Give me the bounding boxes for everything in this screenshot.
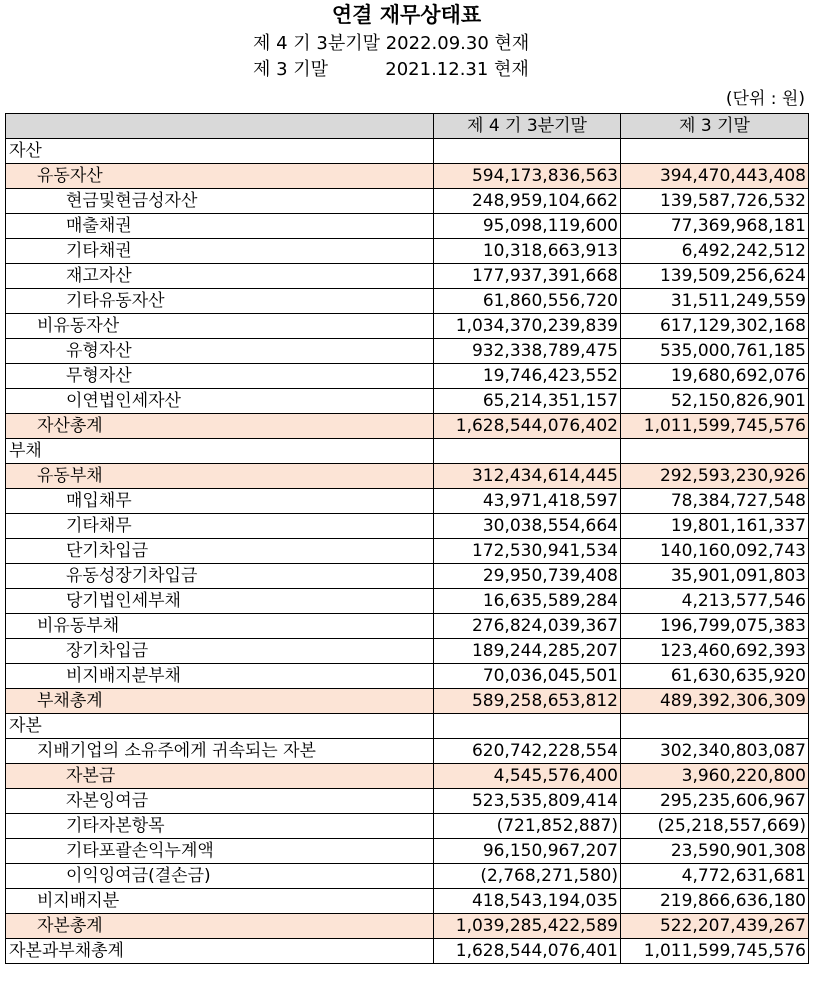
value-prior: 77,369,968,181 xyxy=(621,214,809,239)
value-current: 1,628,544,076,401 xyxy=(434,939,621,964)
value-current: 65,214,351,157 xyxy=(434,389,621,414)
table-row xyxy=(6,539,809,564)
table-row xyxy=(6,189,809,214)
row-label: 부채총계 xyxy=(6,689,434,714)
row-label: 무형자산 xyxy=(6,364,434,389)
value-current: 16,635,589,284 xyxy=(434,589,621,614)
row-label: 자산총계 xyxy=(6,414,434,439)
table-row xyxy=(6,364,809,389)
table-row xyxy=(6,514,809,539)
row-label: 기타채무 xyxy=(6,514,434,539)
table-row xyxy=(6,814,809,839)
value-prior: 19,680,692,076 xyxy=(621,364,809,389)
value-prior xyxy=(621,714,809,739)
table-row xyxy=(6,939,809,964)
table-row xyxy=(6,564,809,589)
value-current: (2,768,271,580) xyxy=(434,864,621,889)
value-current: 418,543,194,035 xyxy=(434,889,621,914)
value-prior: 4,213,577,546 xyxy=(621,589,809,614)
value-prior: 52,150,826,901 xyxy=(621,389,809,414)
value-current: 70,036,045,501 xyxy=(434,664,621,689)
value-prior: 3,960,220,800 xyxy=(621,764,809,789)
unit-label: (단위 : 원) xyxy=(725,89,805,109)
value-current: 1,039,285,422,589 xyxy=(434,914,621,939)
page-title: 연결 재무상태표 xyxy=(331,3,482,27)
value-prior: 61,630,635,920 xyxy=(621,664,809,689)
column-header-current: 제 4 기 3분기말 xyxy=(434,114,621,139)
value-current: 10,318,663,913 xyxy=(434,239,621,264)
row-label: 재고자산 xyxy=(6,264,434,289)
row-label: 매출채권 xyxy=(6,214,434,239)
value-prior xyxy=(621,139,809,164)
value-current: 29,950,739,408 xyxy=(434,564,621,589)
value-current: 620,742,228,554 xyxy=(434,739,621,764)
value-prior: 140,160,092,743 xyxy=(621,539,809,564)
row-label: 기타유동자산 xyxy=(6,289,434,314)
value-current: 19,746,423,552 xyxy=(434,364,621,389)
value-prior xyxy=(621,439,809,464)
row-label: 자본과부채총계 xyxy=(6,939,434,964)
value-current: 30,038,554,664 xyxy=(434,514,621,539)
table-row xyxy=(6,764,809,789)
value-prior: 78,384,727,548 xyxy=(621,489,809,514)
value-current: 312,434,614,445 xyxy=(434,464,621,489)
value-current: 4,545,576,400 xyxy=(434,764,621,789)
value-current: 96,150,967,207 xyxy=(434,839,621,864)
table-row xyxy=(6,864,809,889)
table-row xyxy=(6,714,809,739)
table-row xyxy=(6,889,809,914)
table-row xyxy=(6,139,809,164)
value-prior: 35,901,091,803 xyxy=(621,564,809,589)
row-label: 비유동부채 xyxy=(6,614,434,639)
value-prior: 1,011,599,745,576 xyxy=(621,414,809,439)
value-current: 95,098,119,600 xyxy=(434,214,621,239)
table-row xyxy=(6,614,809,639)
value-prior: 4,772,631,681 xyxy=(621,864,809,889)
value-current: (721,852,887) xyxy=(434,814,621,839)
value-prior: 1,011,599,745,576 xyxy=(621,939,809,964)
row-label: 기타채권 xyxy=(6,239,434,264)
value-current xyxy=(434,139,621,164)
value-prior: 19,801,161,337 xyxy=(621,514,809,539)
row-label: 단기차입금 xyxy=(6,539,434,564)
value-prior: (25,218,557,669) xyxy=(621,814,809,839)
table-row xyxy=(6,639,809,664)
table-header-row xyxy=(6,114,809,139)
value-current: 589,258,653,812 xyxy=(434,689,621,714)
value-prior: 292,593,230,926 xyxy=(621,464,809,489)
value-current: 523,535,809,414 xyxy=(434,789,621,814)
table-row xyxy=(6,289,809,314)
value-current xyxy=(434,439,621,464)
balance-sheet-table xyxy=(5,113,809,964)
row-label: 당기법인세부채 xyxy=(6,589,434,614)
row-label: 비지배지분 xyxy=(6,889,434,914)
row-label: 부채 xyxy=(6,439,434,464)
row-label: 자본 xyxy=(6,714,434,739)
value-current: 172,530,941,534 xyxy=(434,539,621,564)
table-row xyxy=(6,914,809,939)
table-row xyxy=(6,214,809,239)
row-label: 자본총계 xyxy=(6,914,434,939)
value-current: 61,860,556,720 xyxy=(434,289,621,314)
row-label: 유형자산 xyxy=(6,339,434,364)
row-label: 유동부채 xyxy=(6,464,434,489)
table-row xyxy=(6,414,809,439)
value-prior: 295,235,606,967 xyxy=(621,789,809,814)
period-current: 제 4 기 3분기말 2022.09.30 현재 xyxy=(253,33,530,54)
value-current: 1,628,544,076,402 xyxy=(434,414,621,439)
value-prior: 139,509,256,624 xyxy=(621,264,809,289)
row-label: 기타포괄손익누계액 xyxy=(6,839,434,864)
table-row xyxy=(6,339,809,364)
row-label: 유동자산 xyxy=(6,164,434,189)
row-label: 자산 xyxy=(6,139,434,164)
value-prior: 489,392,306,309 xyxy=(621,689,809,714)
period-prior: 제 3 기말 2021.12.31 현재 xyxy=(253,59,529,80)
value-prior: 23,590,901,308 xyxy=(621,839,809,864)
table-row xyxy=(6,264,809,289)
value-current: 276,824,039,367 xyxy=(434,614,621,639)
row-label: 이연법인세자산 xyxy=(6,389,434,414)
row-label: 유동성장기차입금 xyxy=(6,564,434,589)
table-row xyxy=(6,689,809,714)
table-row xyxy=(6,664,809,689)
value-prior: 139,587,726,532 xyxy=(621,189,809,214)
value-current: 43,971,418,597 xyxy=(434,489,621,514)
table-row xyxy=(6,839,809,864)
value-prior: 394,470,443,408 xyxy=(621,164,809,189)
row-label: 자본금 xyxy=(6,764,434,789)
value-prior: 302,340,803,087 xyxy=(621,739,809,764)
table-row xyxy=(6,439,809,464)
row-label: 매입채무 xyxy=(6,489,434,514)
column-header-prior: 제 3 기말 xyxy=(621,114,809,139)
value-current xyxy=(434,714,621,739)
table-body xyxy=(6,139,809,964)
value-current: 1,034,370,239,839 xyxy=(434,314,621,339)
table-row xyxy=(6,489,809,514)
row-label: 현금및현금성자산 xyxy=(6,189,434,214)
row-label: 비지배지분부채 xyxy=(6,664,434,689)
value-prior: 31,511,249,559 xyxy=(621,289,809,314)
value-prior: 219,866,636,180 xyxy=(621,889,809,914)
row-label: 지배기업의 소유주에게 귀속되는 자본 xyxy=(6,739,434,764)
column-header-label xyxy=(6,114,434,139)
value-current: 177,937,391,668 xyxy=(434,264,621,289)
value-current: 932,338,789,475 xyxy=(434,339,621,364)
value-current: 189,244,285,207 xyxy=(434,639,621,664)
row-label: 자본잉여금 xyxy=(6,789,434,814)
value-current: 594,173,836,563 xyxy=(434,164,621,189)
value-prior: 617,129,302,168 xyxy=(621,314,809,339)
table-row xyxy=(6,589,809,614)
table-row xyxy=(6,739,809,764)
table-row xyxy=(6,314,809,339)
row-label: 기타자본항목 xyxy=(6,814,434,839)
row-label: 장기차입금 xyxy=(6,639,434,664)
table-row xyxy=(6,239,809,264)
value-prior: 6,492,242,512 xyxy=(621,239,809,264)
row-label: 비유동자산 xyxy=(6,314,434,339)
table-row xyxy=(6,464,809,489)
value-prior: 196,799,075,383 xyxy=(621,614,809,639)
value-prior: 522,207,439,267 xyxy=(621,914,809,939)
value-prior: 123,460,692,393 xyxy=(621,639,809,664)
table-row xyxy=(6,164,809,189)
value-prior: 535,000,761,185 xyxy=(621,339,809,364)
value-current: 248,959,104,662 xyxy=(434,189,621,214)
row-label: 이익잉여금(결손금) xyxy=(6,864,434,889)
table-row xyxy=(6,789,809,814)
table-row xyxy=(6,389,809,414)
